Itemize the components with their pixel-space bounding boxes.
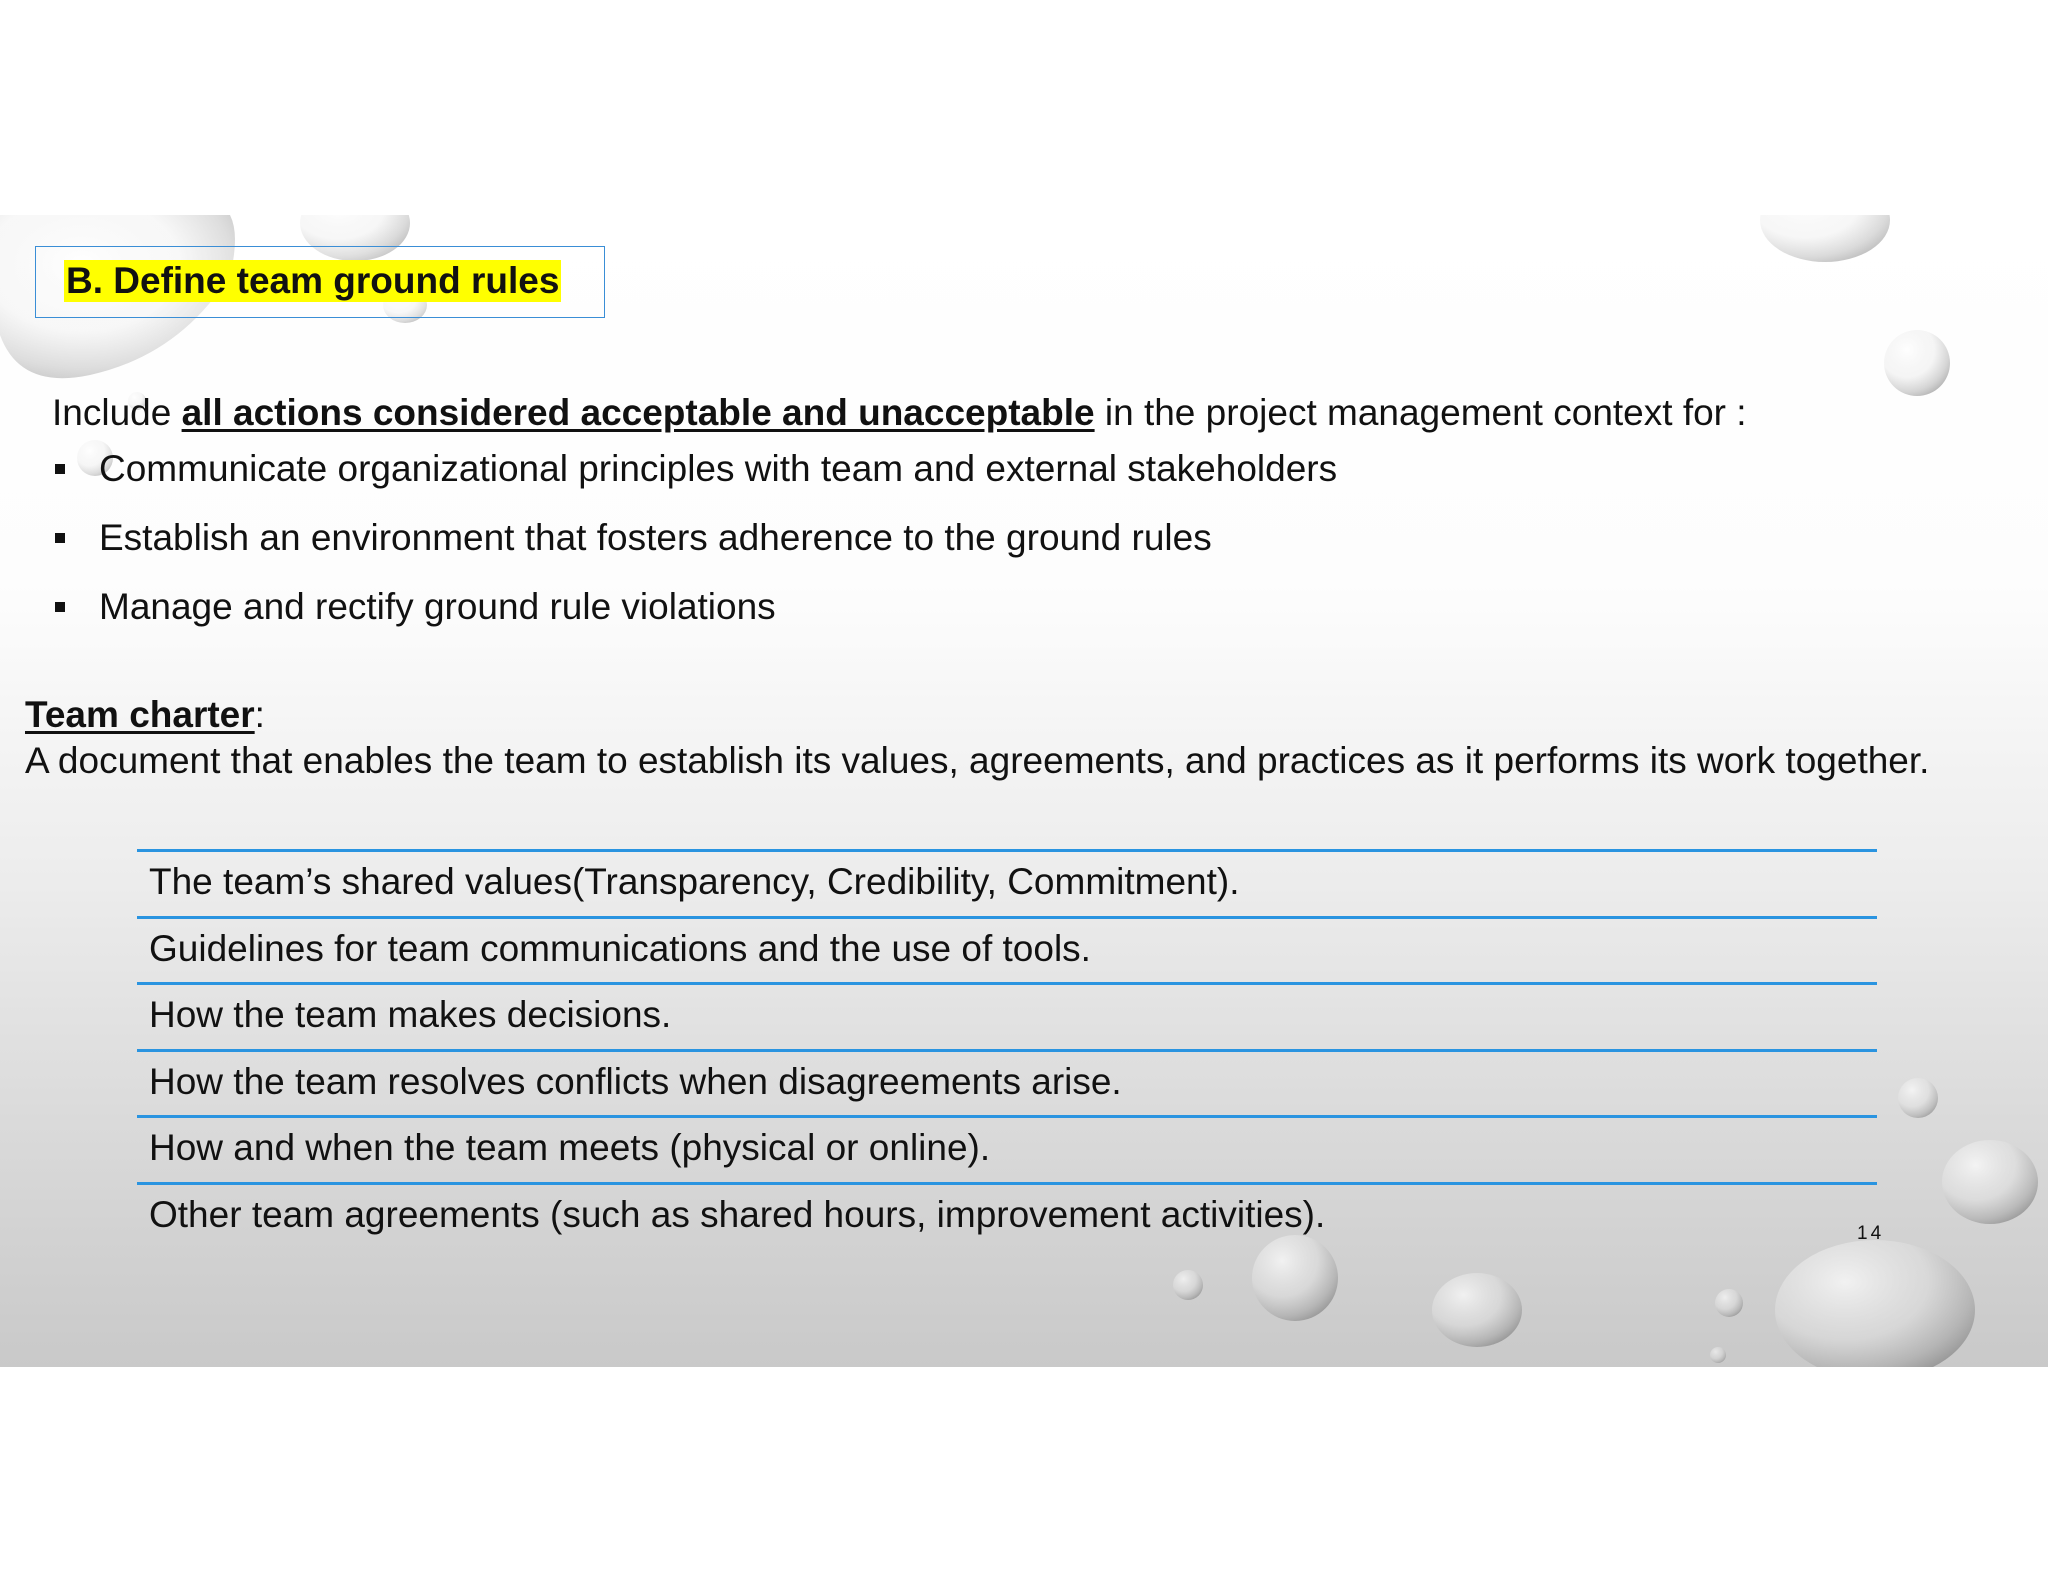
intro-emphasis: all actions considered acceptable and unacceptable <box>181 392 1095 433</box>
drop-right-mid <box>1884 330 1950 396</box>
charter-row: Other team agreements (such as shared hours, improvement activities). <box>149 1193 1326 1235</box>
drop-bottom-mid <box>1432 1273 1522 1347</box>
charter-row: The team’s shared values(Transparency, Credibility, Commitment). <box>137 849 1877 919</box>
bullet-item <box>52 516 1337 585</box>
charter-row: Guidelines for team communications and the use of tools. <box>137 919 1877 986</box>
bullet-text: Establish an environment that fosters adherence to the ground rules <box>99 517 1212 558</box>
square-bullet-icon <box>55 602 65 612</box>
square-bullet-icon <box>55 533 65 543</box>
charter-row: How and when the team meets (physical or online). <box>137 1118 1877 1185</box>
intro-prefix: Include <box>52 392 182 433</box>
bullet-text: Communicate organizational principles with team and external stakeholders <box>99 448 1338 489</box>
drop-bottom-corner <box>1775 1240 1975 1367</box>
drop-top-right <box>1760 215 1890 262</box>
section-title-box <box>35 246 605 318</box>
section-title: B. Define team ground rules <box>66 260 560 301</box>
charter-row: How the team resolves conflicts when disagreements arise. <box>137 1052 1877 1119</box>
charter-row: How the team makes decisions. <box>137 985 1877 1052</box>
drop-right-lower <box>1898 1078 1938 1118</box>
intro-text <box>52 391 1747 435</box>
ground-rules-list <box>52 447 1337 654</box>
square-bullet-icon <box>55 464 65 474</box>
bullet-item <box>52 585 1337 654</box>
team-charter-heading <box>25 693 265 737</box>
intro-suffix: in the project management context for : <box>1094 392 1747 433</box>
team-charter-definition: A document that enables the team to establish its values, agreements, and practices as it performs its work together. <box>25 740 1930 781</box>
bullet-item <box>52 447 1337 516</box>
team-charter-colon: : <box>254 694 265 735</box>
drop-bottom-tiny <box>1715 1289 1743 1317</box>
bullet-text: Manage and rectify ground rule violations <box>99 586 776 627</box>
team-charter-label: Team charter <box>25 694 255 735</box>
drop-bottom-tiny-2 <box>1710 1347 1726 1363</box>
slide <box>0 215 2048 1367</box>
drop-bottom-small <box>1173 1270 1203 1300</box>
page-number: 14 <box>1857 1223 1885 1244</box>
drop-right-bottom <box>1942 1140 2038 1224</box>
team-charter-items <box>137 849 1877 1248</box>
